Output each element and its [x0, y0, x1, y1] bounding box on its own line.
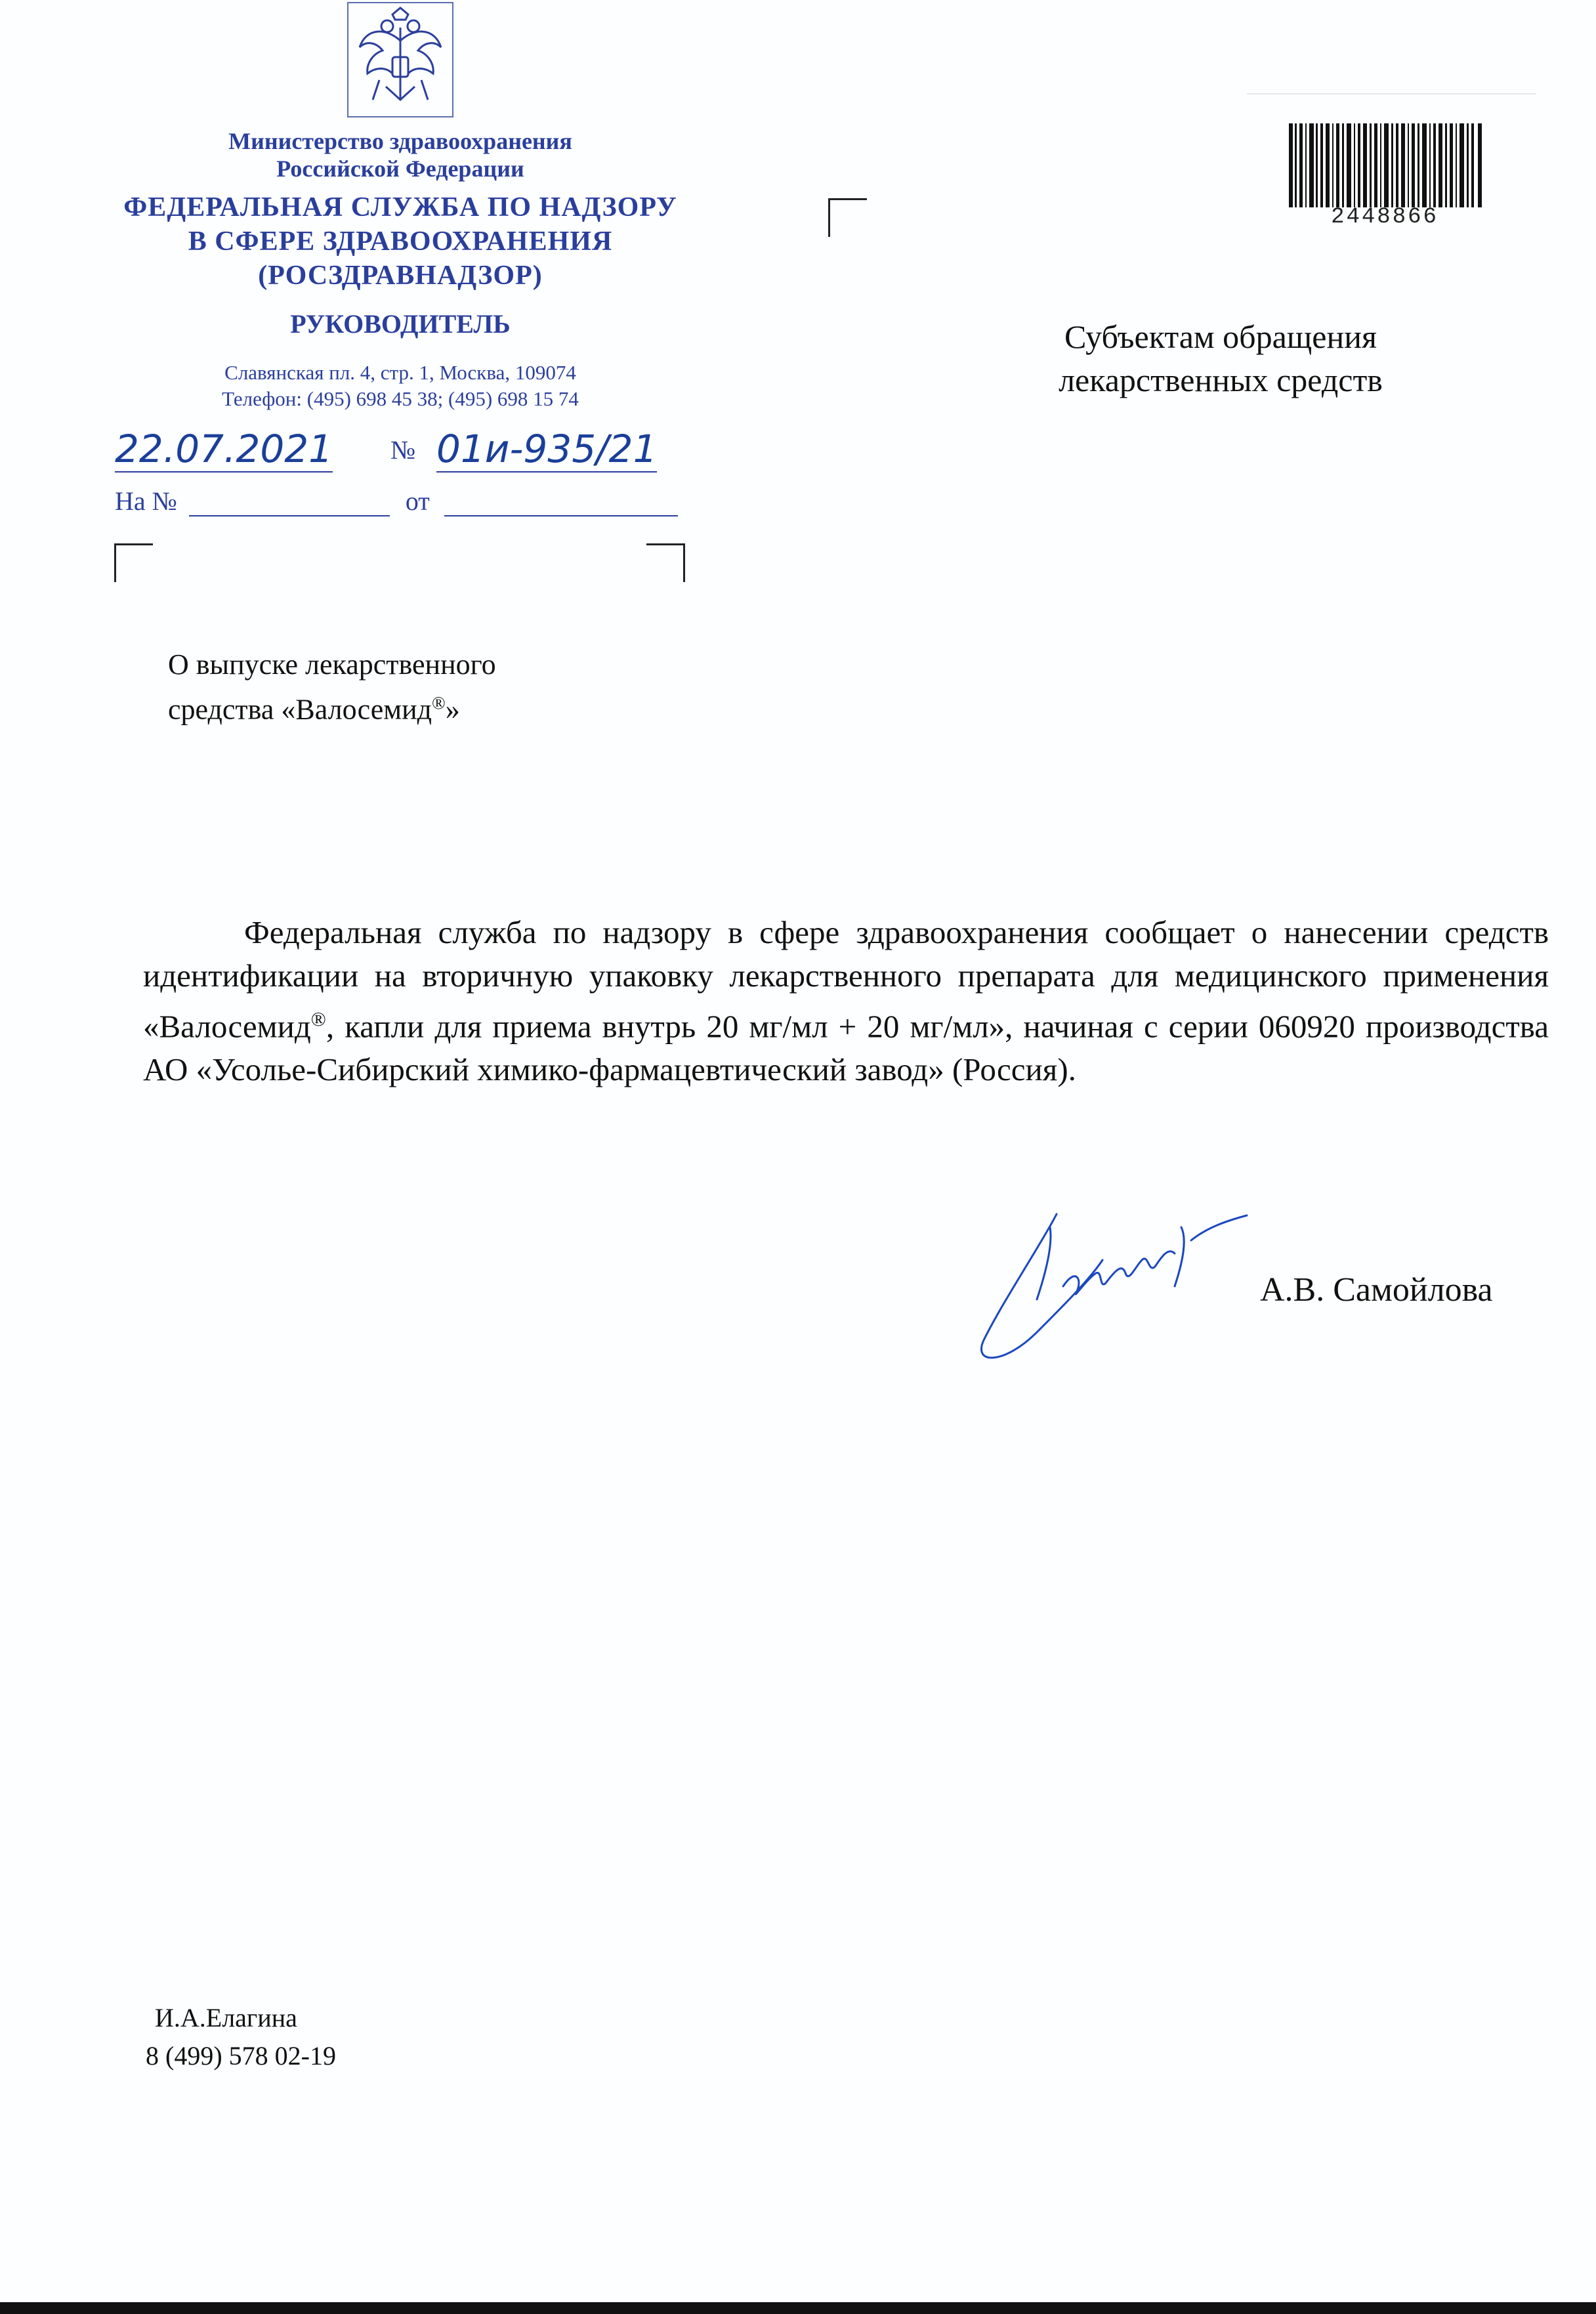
recipient-block — [991, 315, 1450, 402]
body-registered-mark: ® — [310, 1008, 326, 1030]
executor-block — [146, 1999, 336, 2075]
service-name — [79, 190, 722, 293]
corner-bracket-left — [114, 543, 153, 582]
body-part-2: , капли для приема внутрь 20 мг/мл + 20 мг/мл», начиная с серии 060920 производства АО «Усолье-Сибирский химико-фармацевтический завод» (Россия). — [143, 1008, 1549, 1088]
number-sign: № — [390, 435, 416, 465]
service-line-3: (РОСЗДРАВНАДЗОР) — [258, 261, 543, 291]
reply-number-field — [189, 490, 390, 516]
head-title: РУКОВОДИТЕЛЬ — [290, 309, 511, 339]
ministry-line-2: Российской Федерации — [276, 156, 524, 182]
executor-name: И.А.Елагина — [155, 2003, 297, 2032]
body-paragraph — [143, 911, 1549, 1091]
service-line-2: В СФЕРЕ ЗДРАВООХРАНЕНИЯ — [188, 226, 613, 257]
body-part-1: Федеральная служба по надзору в сфере здравоохранения сообщает о нанесении средств идентификации на вторичную упаковку лекарственного препарата для медицинского применения «Валосемид — [143, 914, 1549, 1045]
registration-date: 22.07.2021 — [115, 427, 333, 471]
corner-bracket-right — [646, 543, 685, 582]
subject-line-2-suffix: » — [445, 693, 460, 726]
registration-number: 01и-935/21 — [436, 427, 658, 471]
phone: Телефон: (495) 698 45 38; (495) 698 15 74 — [222, 387, 579, 410]
handwritten-signature — [965, 1201, 1293, 1372]
scan-bottom-edge — [0, 2302, 1596, 2314]
reply-label: На № — [115, 486, 177, 516]
reply-from-label: от — [405, 486, 430, 516]
top-rule — [1247, 93, 1536, 95]
signer-name: А.В. Самойлова — [1260, 1271, 1493, 1309]
ministry-line-1: Министерство здравоохранения — [228, 128, 572, 154]
ministry-name — [79, 127, 722, 182]
registered-mark: ® — [432, 693, 446, 713]
barcode — [1289, 123, 1483, 207]
executor-phone: 8 (499) 578 02-19 — [146, 2041, 336, 2071]
subject-line-2-prefix: средства «Валосемид — [168, 693, 432, 726]
subject-block — [168, 646, 693, 729]
reply-date-field — [444, 490, 678, 516]
address: Славянская пл. 4, стр. 1, Москва, 109074 — [224, 361, 576, 384]
double-headed-eagle-emblem-icon — [346, 1, 454, 118]
subject-line-2 — [168, 684, 693, 729]
reply-row — [115, 486, 705, 518]
subject-line-1: О выпуске лекарственного — [168, 648, 496, 681]
address-block — [79, 360, 722, 412]
corner-bracket-address — [828, 198, 867, 237]
service-line-1: ФЕДЕРАЛЬНАЯ СЛУЖБА ПО НАДЗОРУ — [123, 192, 677, 222]
registration-row — [115, 427, 745, 479]
recipient-line-1: Субъектам обращения — [1064, 318, 1377, 355]
recipient-line-2: лекарственных средств — [1059, 362, 1383, 398]
barcode-number: 2448866 — [1331, 205, 1438, 230]
